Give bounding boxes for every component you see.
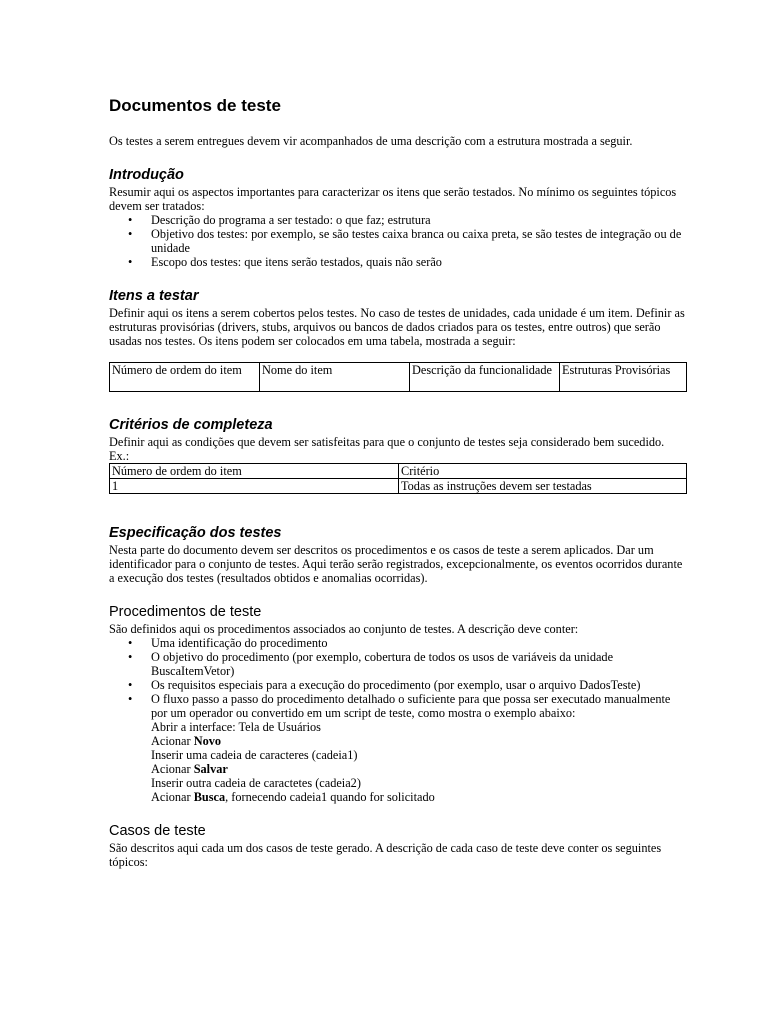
table-cell: Critério [399,464,687,479]
list-item: • Objetivo dos testes: por exemplo, se são testes caixa branca ou caixa preta, se são testes de integração ou de unidade [151,227,687,255]
itens-paragraph: Definir aqui os itens a serem cobertos pelos testes. No caso de testes de unidades, cada unidade é um item. Definir as estruturas provisórias (drivers, stubs, arquivos ou bancos de dados criados para os testes, entre outros) que serão usadas nos testes. Os itens podem ser colocados em uma tabela, mostrada a seguir: [109,306,685,348]
procedure-steps [151,720,687,804]
heading-casos-de-teste: Casos de teste [109,823,206,839]
heading-especificacao-dos-testes: Especificação dos testes [109,525,282,541]
list-item: • O objetivo do procedimento (por exemplo, cobertura de todos os usos de variáveis da unidade BuscaItemVetor) [151,650,687,678]
step-action-novo: Novo [193,734,222,748]
step-line: Inserir outra cadeia de caractetes (cadeia2) [151,776,361,790]
heading-introducao: Introdução [109,167,184,183]
introducao-paragraph: Resumir aqui os aspectos importantes para caracterizar os itens que serão testados. No mínimo os seguintes tópicos devem ser tratados: [109,185,677,213]
casos-paragraph: São descritos aqui cada um dos casos de teste gerado. A descrição de cada caso de teste deve conter os seguintes tópicos: [109,841,662,869]
list-item: • Uma identificação do procedimento [151,636,687,650]
table-cell: Nome do item [260,363,410,392]
table-row [110,479,687,494]
procedimentos-list [109,636,687,804]
table-cell: Estruturas Provisórias [560,363,687,392]
intro-paragraph: Os testes a serem entregues devem vir acompanhados de uma descrição com a estrutura mostrada a seguir. [109,134,633,148]
heading-criterios-de-completeza: Critérios de completeza [109,417,273,433]
step-line: Abrir a interface: Tela de Usuários [151,720,321,734]
heading-procedimentos-de-teste: Procedimentos de teste [109,604,262,620]
step-line: Acionar Novo [151,734,222,748]
document-page [109,96,687,869]
list-item: • Escopo dos testes: que itens serão testados, quais não serão [151,255,687,269]
list-item-text: O fluxo passo a passo do procedimento detalhado o suficiente para que possa ser executado manualmente por um operador ou convertido em um script de teste, como mostra o exemplo abaixo: [151,692,671,720]
table-cell: Descrição da funcionalidade [410,363,560,392]
step-line: Inserir uma cadeia de caracteres (cadeia1) [151,748,358,762]
especificacao-paragraph: Nesta parte do documento devem ser descritos os procedimentos e os casos de teste a serem aplicados. Dar um identificador para o conjunto de testes. Aqui terão serão registrados, excepcionalmente, os eventos ocorridos durante a execução dos testes (resultados obtidos e anomalias ocorridas). [109,543,683,585]
step-line: Acionar Salvar [151,762,228,776]
step-action-salvar: Salvar [193,762,228,776]
step-line: Acionar Busca, fornecendo cadeia1 quando for solicitado [151,790,435,804]
table-row [110,363,687,392]
itens-table [109,362,687,392]
heading-itens-a-testar: Itens a testar [109,288,199,304]
criterios-table [109,463,687,494]
list-item: • Os requisitos especiais para a execução do procedimento (por exemplo, usar o arquivo DadosTeste) [151,678,687,692]
criterios-paragraph: Definir aqui as condições que devem ser satisfeitas para que o conjunto de testes seja considerado bem sucedido. [109,435,665,449]
table-cell: Número de ordem do item [110,464,399,479]
page-title: Documentos de teste [109,96,281,115]
table-row [110,464,687,479]
list-item [151,692,687,804]
table-cell: Todas as instruções devem ser testadas [399,479,687,494]
procedimentos-paragraph: São definidos aqui os procedimentos associados ao conjunto de testes. A descrição deve conter: [109,622,579,636]
criterios-example-label: Ex.: [109,449,130,463]
step-action-busca: Busca [193,790,226,804]
table-cell: Número de ordem do item [110,363,260,392]
table-cell: 1 [110,479,399,494]
list-item: • Descrição do programa a ser testado: o que faz; estrutura [151,213,687,227]
introducao-list [109,213,687,269]
